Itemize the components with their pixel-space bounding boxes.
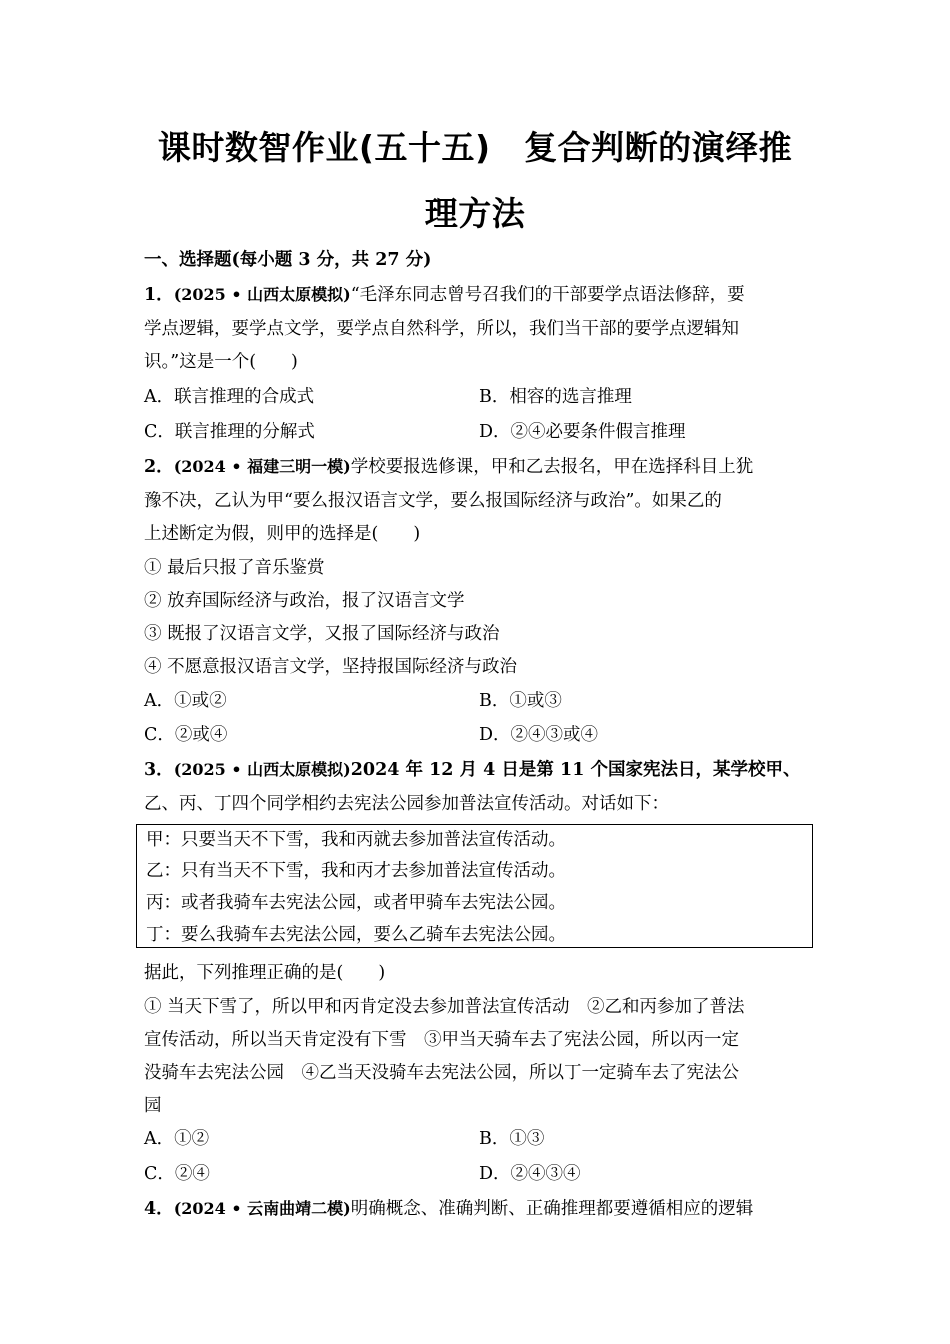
dialogue-box — [136, 824, 813, 948]
question-3-statement-line-4: 园 — [144, 1096, 162, 1116]
question-1-line-2: 学点逻辑，要学点文学，要学点自然科学，所以，我们当干部的要学点逻辑知 — [144, 319, 739, 339]
question-4-number: 4． — [144, 1199, 174, 1219]
dialogue-line-ding: 丁：要么我骑车去宪法公园，要么乙骑车去宪法公园。 — [146, 925, 566, 945]
question-2-item-3: ③ 既报了汉语言文学，又报了国际经济与政治 — [144, 624, 500, 644]
question-1-option-b: B．相容的选言推理 — [479, 387, 632, 407]
question-2-item-1: ① 最后只报了音乐鉴赏 — [144, 558, 325, 578]
section-heading: 一、选择题(每小题 3 分，共 27 分) — [144, 250, 432, 270]
question-3-number: 3． — [144, 760, 174, 780]
question-2-option-b: B．①或③ — [479, 691, 562, 711]
page-title-line-2: 理方法 — [424, 194, 526, 233]
question-3-line-1 — [144, 758, 800, 782]
question-2-source: (2024 • 福建三明一模) — [173, 457, 351, 476]
question-3-prompt: 据此，下列推理正确的是( ) — [144, 963, 386, 983]
question-4-text: 明确概念、准确判断、正确推理都要遵循相应的逻辑 — [350, 1199, 754, 1219]
question-3-option-d: D．②④③④ — [479, 1164, 581, 1184]
question-4-source: (2024 • 云南曲靖二模) — [173, 1199, 351, 1218]
question-2-line-3: 上述断定为假，则甲的选择是( ) — [144, 524, 421, 544]
page-title-line-1: 课时数智作业(五十五) 复合判断的演绎推 — [157, 128, 793, 167]
question-1-number: 1． — [144, 285, 174, 305]
question-3-line-2: 乙、丙、丁四个同学相约去宪法公园参加普法宣传活动。对话如下： — [144, 794, 669, 814]
question-3-option-a: A．①② — [144, 1129, 210, 1149]
question-3-option-b: B．①③ — [479, 1129, 545, 1149]
question-1-source: (2025 • 山西太原模拟) — [173, 285, 351, 304]
question-1-line-1 — [144, 283, 745, 307]
dialogue-line-yi: 乙：只有当天不下雪，我和丙才去参加普法宣传活动。 — [146, 861, 566, 881]
question-2-text: 学校要报选修课，甲和乙去报名，甲在选择科目上犹 — [350, 457, 754, 477]
dialogue-line-jia: 甲：只要当天不下雪，我和丙就去参加普法宣传活动。 — [146, 830, 566, 850]
question-3-statement-line-3: 没骑车去宪法公园 ④乙当天没骑车去宪法公园，所以丁一定骑车去了宪法公 — [144, 1063, 739, 1083]
question-2-option-a: A．①或② — [144, 691, 227, 711]
question-1-text: “毛泽东同志曾号召我们的干部要学点语法修辞，要 — [350, 285, 745, 305]
question-3-statement-line-2: 宣传活动，所以当天肯定没有下雪 ③甲当天骑车去了宪法公园，所以丙一定 — [144, 1030, 739, 1050]
question-2-item-2: ② 放弃国际经济与政治，报了汉语言文学 — [144, 591, 465, 611]
question-2-line-1 — [144, 455, 753, 479]
question-2-option-c: C．②或④ — [144, 725, 228, 745]
question-1-option-c: C．联言推理的分解式 — [144, 422, 315, 442]
question-3-text: 2024 年 12 月 4 日是第 11 个国家宪法日，某学校甲、 — [350, 760, 801, 780]
question-3-statement-line-1: ① 当天下雪了，所以甲和丙肯定没去参加普法宣传活动 ②乙和丙参加了普法 — [144, 997, 745, 1017]
question-2-number: 2． — [144, 457, 174, 477]
question-1-line-3: 识。”这是一个( ) — [144, 352, 298, 372]
question-3-option-c: C．②④ — [144, 1164, 210, 1184]
question-2-line-2: 豫不决，乙认为甲“要么报汉语言文学，要么报国际经济与政治”。如果乙的 — [144, 491, 722, 511]
question-1-option-d: D．②④必要条件假言推理 — [479, 422, 686, 442]
question-2-item-4: ④ 不愿意报汉语言文学，坚持报国际经济与政治 — [144, 657, 518, 677]
question-2-option-d: D．②④③或④ — [479, 725, 599, 745]
question-4-line-1 — [144, 1197, 753, 1221]
question-3-source: (2025 • 山西太原模拟) — [173, 760, 351, 779]
dialogue-line-bing: 丙：或者我骑车去宪法公园，或者甲骑车去宪法公园。 — [146, 893, 566, 913]
question-1-option-a: A．联言推理的合成式 — [144, 387, 315, 407]
